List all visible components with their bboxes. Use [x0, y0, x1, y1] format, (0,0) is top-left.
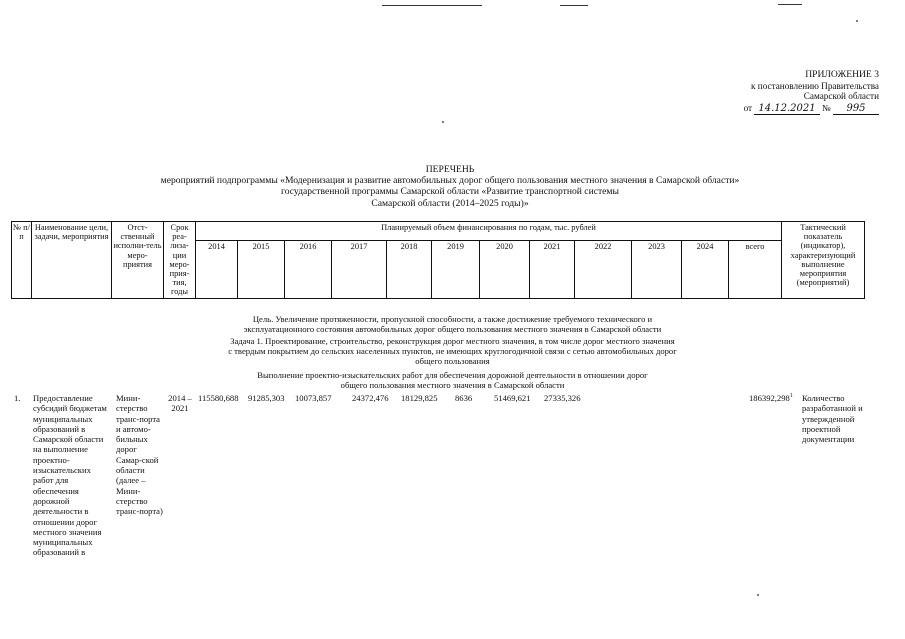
value-2017: 24372,476: [352, 393, 389, 403]
row-number: 1.: [14, 393, 21, 403]
row-indicator: Количество разработанной и утвержденной проектной документации: [802, 393, 863, 445]
appendix-heading: ПРИЛОЖЕНИЕ 3: [805, 69, 879, 80]
task-line: общего пользования: [415, 356, 490, 367]
header-year: 2015: [238, 240, 285, 298]
activity-text: [130, 370, 775, 390]
activity-line: общего пользования местного значения в Самарской области: [340, 380, 565, 391]
title-line: Самарской области (2014–2025 годы)»: [371, 197, 529, 209]
header-year: 2023: [632, 240, 682, 298]
header-term: Срок реа-лиза-ции меро-прия-тия, годы: [164, 222, 196, 299]
header-year: 2020: [480, 240, 530, 298]
title-line: мероприятий подпрограммы «Модернизация и развитие автомобильных дорог общего пользования местного значения в Самарской области»: [160, 175, 740, 187]
value-2020: 51469,621: [494, 393, 531, 403]
appendix-block: [689, 70, 879, 115]
header-year: 2018: [387, 240, 432, 298]
value-2016: 10073,857: [295, 393, 332, 403]
header-name: Наименование цели, задачи, мероприятия: [32, 222, 112, 299]
resolution-date-line: [689, 103, 879, 116]
task-text: [130, 336, 775, 367]
value-2019: 8636: [455, 393, 473, 403]
header-year: 2021: [530, 240, 575, 298]
scan-artifact: [560, 5, 588, 6]
title-main: ПЕРЕЧЕНЬ: [425, 164, 475, 175]
value-2018: 18129,825: [401, 393, 438, 403]
scan-artifact: [856, 20, 858, 22]
row-responsible: Мини-стерство транс-порта и автомо-бильных дорог Самар-ской области (далее – Мини-стерство транс-порта): [116, 393, 163, 517]
value-total: [749, 393, 793, 403]
scan-artifact: [442, 121, 444, 123]
date-prefix: от: [743, 102, 753, 113]
header-year: 2017: [332, 240, 387, 298]
row-name: Предоставление субсидий бюджетам муниципальных образований в Самарской области на выполнение проектно-изыскательских работ для обеспечения дорожной деятельности в отношении дорог местного значения муниципальных образований в: [33, 393, 107, 558]
header-number: № п/п: [12, 222, 32, 299]
funding-table-header: [11, 221, 865, 299]
title-line: государственной программы Самарской области «Развитие транспортной системы: [281, 186, 619, 198]
appendix-line: к постановлению Правительства: [751, 80, 879, 91]
header-year: 2024: [682, 240, 729, 298]
activity-line: Выполнение проектно-изыскательских работ для обеспечения дорожной деятельности в отношении дорог: [257, 370, 648, 380]
goal-line: Цель. Увеличение протяженности, пропускной способности, а также достижение требуемого технического и: [252, 314, 653, 324]
header-responsible: Отст-ственный исполни-тель меро-приятия: [112, 222, 164, 299]
header-year: 2022: [575, 240, 632, 298]
task-line: с твердым покрытием до сельских населенных пунктов, не имеющих круглогодичной связи с сетью автомобильных дорог: [228, 346, 677, 357]
scan-artifact: [757, 594, 759, 596]
task-line: Задача 1. Проектирование, строительство, реконструкция дорог местного значения, в том числе дорог местного значения: [230, 336, 675, 346]
resolution-date: 14.12.2021: [754, 104, 819, 116]
header-funding: Планируемый объем финансирования по годам, тыс. рублей: [196, 222, 782, 241]
appendix-line: Самарской области: [803, 91, 879, 102]
scan-artifact: [382, 5, 482, 6]
header-year: 2016: [285, 240, 332, 298]
scan-artifact: [778, 4, 802, 5]
goal-text: [130, 314, 775, 334]
header-indicator: Тактический показатель (индикатор), характеризующий выполнение мероприятия (мероприятий): [782, 222, 865, 299]
total-value: 186392,298: [749, 393, 790, 403]
value-2015: 91285,303: [248, 393, 285, 403]
number-prefix: №: [821, 102, 831, 113]
header-year: 2014: [196, 240, 238, 298]
header-total: всего: [729, 240, 782, 298]
goal-line: эксплуатационного состояния автомобильных дорог общего пользования местного значения в Самарской области: [243, 324, 662, 335]
resolution-number: 995: [833, 104, 879, 116]
row-term: 2014 – 2021: [168, 393, 192, 414]
header-year: 2019: [432, 240, 480, 298]
value-2014: 115580,688: [198, 393, 239, 403]
value-2021: 27335,326: [544, 393, 581, 403]
document-title: [90, 164, 810, 209]
total-footnote: 1: [789, 393, 793, 400]
